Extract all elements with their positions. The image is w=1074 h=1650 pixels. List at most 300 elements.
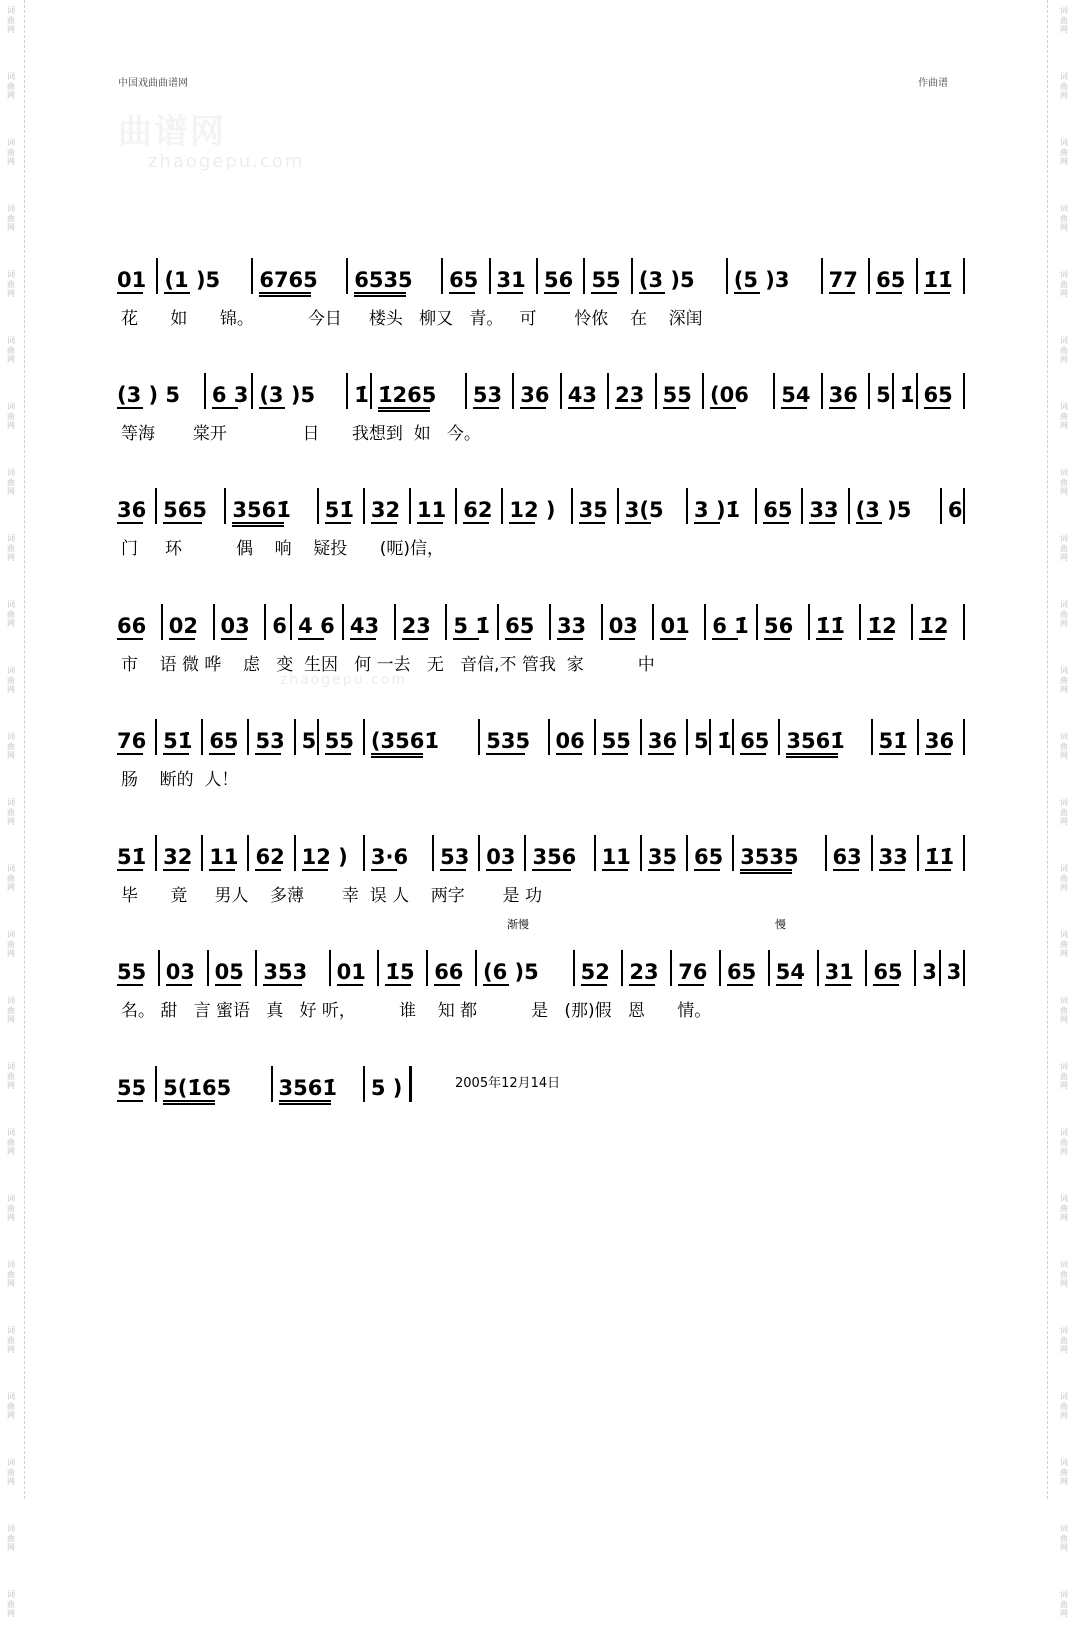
- beam-underline: [663, 407, 689, 409]
- bar-line: [821, 258, 823, 294]
- bar-line: [432, 835, 434, 871]
- beam-underline: [259, 292, 311, 294]
- note-group: (3 )5: [638, 268, 695, 292]
- beam-underline: [483, 984, 509, 986]
- bar-line: [726, 258, 728, 294]
- beam-underline: [710, 407, 736, 409]
- bar-line: [426, 950, 428, 986]
- beam-underline: [259, 407, 285, 409]
- bar-line: [704, 604, 706, 640]
- beam-underline: [371, 869, 397, 871]
- lyrics-text: 等海 棠开 日 我想到 如 今。: [121, 424, 481, 444]
- bar-line: [825, 835, 827, 871]
- note-group: 65: [740, 729, 770, 753]
- note-group: 62: [255, 845, 285, 869]
- bar-line: [583, 258, 585, 294]
- margin-watermark-text: 词 曲 网: [1060, 666, 1068, 694]
- note-group: 5 ): [370, 1076, 403, 1100]
- beam-underline: [867, 638, 893, 640]
- note-group: (6 )5: [483, 960, 539, 984]
- beam-underline: [325, 522, 351, 524]
- note-group: 5: [301, 729, 317, 753]
- beam-underline: [660, 638, 686, 640]
- bar-line: [732, 719, 734, 755]
- bar-line: [363, 488, 365, 524]
- bar-line: [607, 373, 609, 409]
- bar-line: [363, 835, 365, 871]
- beam-underline: [833, 869, 859, 871]
- notes-line: [115, 488, 975, 532]
- beam-underline: [215, 984, 241, 986]
- bar-line: [756, 604, 758, 640]
- margin-watermark-text: 词 曲 网: [7, 798, 15, 826]
- bar-line: [594, 719, 596, 755]
- bar-line: [773, 373, 775, 409]
- beam-underline: [924, 292, 950, 294]
- beam-underline: [163, 753, 189, 755]
- bar-line: [939, 950, 941, 986]
- beam-underline: [678, 984, 704, 986]
- note-group: 01: [117, 268, 147, 292]
- note-group: 56: [544, 268, 574, 292]
- bar-line: [377, 950, 379, 986]
- note-group: 63: [832, 845, 862, 869]
- beam-underline: [556, 753, 582, 755]
- beam-underline: [740, 872, 792, 874]
- margin-watermark-text: 词 曲 网: [1060, 6, 1068, 34]
- lyrics-text: 名。 甜 言 蜜语 真 好 听， 谁 知 都 是 (那)假 恩 情。: [121, 1001, 712, 1021]
- margin-watermark-text: 词 曲 网: [1060, 1458, 1068, 1486]
- margin-watermark-text: 词 曲 网: [1060, 996, 1068, 1024]
- notes-line: [115, 373, 975, 417]
- bar-line: [255, 950, 257, 986]
- bar-line: [963, 835, 965, 871]
- margin-watermark-text: 词 曲 网: [1060, 864, 1068, 892]
- margin-watermark-text: 词 曲 网: [1060, 534, 1068, 562]
- margin-watermark-text: 词 曲 网: [1060, 204, 1068, 232]
- note-group: 1̇2: [867, 614, 897, 638]
- beam-underline: [402, 638, 428, 640]
- beam-underline: [727, 984, 753, 986]
- margin-watermark-right: [1057, 0, 1071, 1618]
- note-group: 1̇1̇: [815, 614, 845, 638]
- beam-underline: [615, 407, 641, 409]
- note-group: 54: [775, 960, 806, 984]
- beam-underline: [166, 984, 192, 986]
- note-group: 3(5: [624, 498, 664, 522]
- bar-line: [868, 258, 870, 294]
- beam-underline: [449, 292, 475, 294]
- note-group: 65: [876, 268, 906, 292]
- beam-underline: [350, 638, 376, 640]
- margin-watermark-text: 词 曲 网: [7, 996, 15, 1024]
- bar-line: [247, 719, 249, 755]
- beam-underline: [568, 407, 594, 409]
- beam-underline: [786, 753, 838, 755]
- beam-underline: [712, 638, 738, 640]
- bar-line: [329, 950, 331, 986]
- bar-line: [560, 373, 562, 409]
- bar-line: [465, 373, 467, 409]
- note-group: (1 )5: [164, 268, 221, 292]
- margin-watermark-text: 词 曲 网: [7, 534, 15, 562]
- beam-underline: [232, 525, 284, 527]
- beam-underline: [829, 407, 855, 409]
- note-group: 6535: [354, 268, 413, 292]
- bar-line: [801, 488, 803, 524]
- beam-underline: [163, 869, 189, 871]
- note-group: 36: [520, 383, 550, 407]
- margin-watermark-text: 词 曲 网: [1060, 72, 1068, 100]
- margin-watermark-text: 词 曲 网: [1060, 468, 1068, 496]
- bar-line: [224, 488, 226, 524]
- notes-line: [115, 719, 975, 763]
- bar-line: [317, 719, 319, 755]
- margin-watermark-text: 词 曲 网: [1060, 1392, 1068, 1420]
- beam-underline: [648, 869, 674, 871]
- lyrics-line: [115, 879, 975, 909]
- note-group: 3 )1̇: [694, 498, 741, 522]
- bar-line: [158, 950, 160, 986]
- note-group: (5 )3: [733, 268, 790, 292]
- note-group: 76: [117, 729, 147, 753]
- margin-watermark-text: 词 曲 网: [7, 204, 15, 232]
- note-group: 43: [349, 614, 380, 638]
- bar-line: [655, 373, 657, 409]
- note-group: 32: [163, 845, 193, 869]
- note-group: 55: [117, 960, 147, 984]
- bar-line: [290, 604, 292, 640]
- beam-underline: [163, 1100, 215, 1102]
- bar-line: [501, 488, 503, 524]
- note-group: 76: [678, 960, 708, 984]
- beam-underline: [763, 522, 789, 524]
- beam-underline: [497, 292, 523, 294]
- margin-watermark-text: 词 曲 网: [7, 600, 15, 628]
- bar-line: [617, 488, 619, 524]
- note-group: 03: [220, 614, 250, 638]
- note-group: 65: [694, 845, 724, 869]
- beam-underline: [453, 638, 479, 640]
- bar-line: [686, 719, 688, 755]
- note-group: 23: [615, 383, 645, 407]
- beam-underline: [532, 869, 571, 871]
- margin-watermark-text: 词 曲 网: [7, 270, 15, 298]
- beam-underline: [825, 984, 851, 986]
- margin-watermark-text: 词 曲 网: [1060, 270, 1068, 298]
- bar-line: [601, 604, 603, 640]
- bar-line: [732, 835, 734, 871]
- bar-line: [709, 719, 711, 755]
- bar-line: [247, 835, 249, 871]
- note-group: 35: [647, 845, 678, 869]
- note-group: 353: [263, 960, 308, 984]
- note-group: 51̇: [117, 845, 147, 869]
- note-group: 31: [824, 960, 854, 984]
- note-group: 01: [660, 614, 690, 638]
- beam-underline: [829, 292, 855, 294]
- watermark-logo: 曲谱网: [118, 112, 226, 152]
- bar-line: [370, 373, 372, 409]
- beam-underline: [734, 292, 760, 294]
- notes-line: [115, 950, 975, 994]
- note-group: 33: [878, 845, 908, 869]
- beam-underline: [417, 522, 443, 524]
- beam-underline: [609, 638, 635, 640]
- beam-underline: [255, 869, 281, 871]
- watermark-url-mid: zhaogepu.com: [280, 672, 407, 688]
- note-group: 33: [556, 614, 587, 638]
- beam-underline: [473, 407, 499, 409]
- bar-line: [631, 258, 633, 294]
- bar-line: [155, 488, 157, 524]
- beam-underline: [385, 984, 411, 986]
- score-system: [115, 488, 975, 562]
- beam-underline: [117, 638, 143, 640]
- note-group: (06: [710, 383, 749, 407]
- note-group: 6765: [259, 268, 318, 292]
- note-group: 65: [923, 383, 953, 407]
- note-group: 32: [370, 498, 401, 522]
- note-group: 65: [873, 960, 903, 984]
- bar-line: [536, 258, 538, 294]
- bar-line: [686, 488, 688, 524]
- margin-watermark-text: 词 曲 网: [1060, 336, 1068, 364]
- beam-underline: [163, 1103, 215, 1105]
- note-group: 52: [580, 960, 610, 984]
- margin-watermark-text: 词 曲 网: [7, 930, 15, 958]
- bar-line: [755, 488, 757, 524]
- beam-underline: [337, 984, 363, 986]
- beam-underline: [169, 638, 195, 640]
- bar-line: [264, 604, 266, 640]
- beam-underline: [639, 292, 665, 294]
- note-group: 12 ): [301, 845, 348, 869]
- tempo-marking: 渐慢: [507, 918, 529, 931]
- beam-underline: [781, 407, 807, 409]
- note-group: 36: [117, 498, 147, 522]
- note-group: 55: [117, 1076, 147, 1100]
- beam-underline: [209, 753, 235, 755]
- bar-line: [512, 373, 514, 409]
- note-group: 06: [555, 729, 585, 753]
- notes-line: [115, 258, 975, 302]
- note-group: 12 ): [509, 498, 556, 522]
- bar-line: [548, 719, 550, 755]
- beam-underline: [544, 292, 570, 294]
- bar-line: [445, 604, 447, 640]
- bar-line: [317, 488, 319, 524]
- lyrics-text: 花 如 锦。 今日 楼头 柳又 青。 可 怜侬 在 深闺: [121, 309, 703, 329]
- bar-line: [155, 835, 157, 871]
- beam-underline: [279, 1103, 331, 1105]
- beam-underline: [371, 756, 423, 758]
- margin-watermark-left: [4, 0, 18, 1618]
- lyrics-text: 毕 竟 男人 多薄 幸 误 人 两字 是 功: [121, 886, 542, 906]
- note-group: 1̇1̇: [923, 268, 953, 292]
- note-group: 54: [781, 383, 811, 407]
- margin-watermark-text: 词 曲 网: [1060, 1128, 1068, 1156]
- beam-underline: [879, 753, 905, 755]
- note-group: 03: [486, 845, 516, 869]
- bar-line: [917, 835, 919, 871]
- note-group: 23: [401, 614, 431, 638]
- beam-underline: [117, 753, 143, 755]
- margin-watermark-text: 词 曲 网: [1060, 732, 1068, 760]
- beam-underline: [434, 984, 460, 986]
- beam-underline: [279, 1100, 331, 1102]
- margin-watermark-text: 词 曲 网: [7, 732, 15, 760]
- note-group: 1̇: [354, 383, 369, 407]
- note-group: 6: [947, 498, 963, 522]
- note-group: 51̇: [324, 498, 354, 522]
- beam-underline: [648, 753, 674, 755]
- note-group: (3 )5: [855, 498, 912, 522]
- beam-underline: [625, 522, 651, 524]
- bar-line: [394, 604, 396, 640]
- note-group: 3: [946, 960, 962, 984]
- beam-underline: [212, 407, 238, 409]
- bar-line: [363, 1066, 365, 1102]
- margin-watermark-text: 词 曲 网: [7, 402, 15, 430]
- margin-watermark-text: 词 曲 网: [7, 1128, 15, 1156]
- beam-underline: [505, 638, 531, 640]
- bar-line: [524, 835, 526, 871]
- note-group: 1̇: [899, 383, 915, 407]
- note-group: 5: [694, 729, 709, 753]
- note-group: 51̇: [163, 729, 193, 753]
- beam-underline: [520, 407, 546, 409]
- note-group: 3·6: [370, 845, 409, 869]
- margin-watermark-text: 词 曲 网: [1060, 798, 1068, 826]
- bar-line: [478, 835, 480, 871]
- note-group: 11: [417, 498, 447, 522]
- bar-line: [670, 950, 672, 986]
- bar-line: [213, 604, 215, 640]
- beam-underline: [371, 753, 423, 755]
- note-group: 53: [472, 383, 503, 407]
- beam-underline: [378, 410, 430, 412]
- beam-underline: [440, 869, 466, 871]
- bar-line: [363, 719, 365, 755]
- margin-watermark-text: 词 曲 网: [7, 336, 15, 364]
- bar-line: [686, 835, 688, 871]
- beam-underline: [163, 522, 202, 524]
- beam-underline: [602, 869, 628, 871]
- note-group: 535: [486, 729, 531, 753]
- score-system: [115, 604, 975, 678]
- bar-line: [778, 719, 780, 755]
- margin-watermark-text: 词 曲 网: [1060, 1326, 1068, 1354]
- lyrics-line: [115, 648, 975, 678]
- margin-watermark-text: 词 曲 网: [7, 1590, 15, 1618]
- beam-underline: [809, 522, 835, 524]
- note-group: 36: [647, 729, 678, 753]
- beam-underline: [557, 638, 583, 640]
- bar-line: [940, 488, 942, 524]
- header-right-label: 作曲谱: [918, 78, 948, 89]
- note-group: 65: [505, 614, 535, 638]
- bar-line: [871, 835, 873, 871]
- beam-underline: [925, 753, 951, 755]
- note-group: 356: [532, 845, 577, 869]
- bar-line: [455, 488, 457, 524]
- beam-underline: [325, 753, 351, 755]
- lyrics-line: [115, 417, 975, 447]
- lyrics-text: 市 语 微 哗 虑 变 生因 何 一去 无 音信,不 管我 家 中: [121, 655, 655, 675]
- bar-line: [161, 604, 163, 640]
- lyrics-line: [115, 994, 975, 1024]
- bar-line: [914, 950, 916, 986]
- tempo-marking: 慢: [775, 918, 786, 931]
- beam-underline: [232, 522, 284, 524]
- note-group: 5 1̇: [453, 614, 490, 638]
- beam-underline: [581, 984, 607, 986]
- bar-line: [155, 719, 157, 755]
- bar-line: [963, 373, 965, 409]
- score-system: [115, 719, 975, 793]
- lyrics-text: 肠 断的 人！: [121, 770, 239, 790]
- note-group: 6: [272, 614, 287, 638]
- note-group: 56: [763, 614, 794, 638]
- beam-underline: [764, 638, 790, 640]
- note-group: 55: [601, 729, 631, 753]
- margin-watermark-text: 词 曲 网: [7, 72, 15, 100]
- margin-watermark-text: 词 曲 网: [1060, 402, 1068, 430]
- margin-watermark-text: 词 曲 网: [1060, 1260, 1068, 1288]
- beam-underline: [117, 522, 143, 524]
- note-group: 3535: [740, 845, 799, 869]
- beam-underline: [117, 1100, 143, 1102]
- note-group: (3561̇: [370, 729, 439, 753]
- note-group: 65: [727, 960, 757, 984]
- margin-watermark-text: 词 曲 网: [7, 864, 15, 892]
- note-group: 6 1̇: [712, 614, 749, 638]
- margin-watermark-text: 词 曲 网: [1060, 1194, 1068, 1222]
- bar-line: [251, 373, 253, 409]
- beam-underline: [591, 292, 617, 294]
- beam-underline: [263, 984, 302, 986]
- beam-underline: [816, 638, 842, 640]
- bar-line: [251, 258, 253, 294]
- note-group: 65: [209, 729, 239, 753]
- bar-line: [594, 835, 596, 871]
- bar-line: [848, 488, 850, 524]
- bar-line: [155, 1066, 157, 1102]
- beam-underline: [776, 984, 802, 986]
- bar-line: [294, 835, 296, 871]
- beam-underline: [209, 869, 235, 871]
- beam-underline: [117, 984, 143, 986]
- beam-underline: [579, 522, 605, 524]
- notes-line: [115, 835, 975, 879]
- bar-line: [573, 950, 575, 986]
- bar-line: [868, 373, 870, 409]
- beam-underline: [463, 522, 489, 524]
- margin-watermark-text: 词 曲 网: [1060, 1062, 1068, 1090]
- header-site-name: 中国戏曲曲谱网: [118, 78, 188, 89]
- note-group: 53: [255, 729, 285, 753]
- bar-line: [916, 258, 918, 294]
- note-group: 11: [209, 845, 239, 869]
- bar-line: [294, 719, 296, 755]
- note-group: 1̇1̇: [924, 845, 955, 869]
- bar-line: [963, 488, 965, 524]
- note-group: 35: [578, 498, 608, 522]
- beam-underline: [740, 869, 792, 871]
- lyrics-text: 门 环 偶 响 疑投 (呃)信，: [121, 539, 444, 559]
- note-group: 5: [876, 383, 891, 407]
